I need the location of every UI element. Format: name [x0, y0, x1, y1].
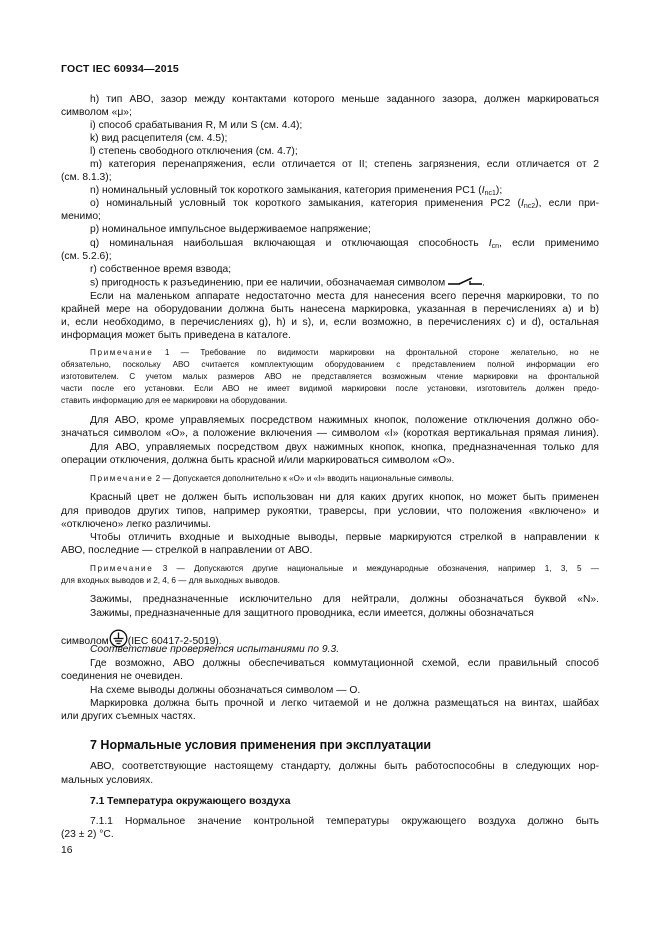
note-1-line3: изготовителем. С учетом малых размеров АВО не представляется возможным чтение маркировки на фронтальной: [61, 372, 599, 381]
note-1-line4: части после его установки. Если АВО не имеет видимой маркировки после установки, изготовитель должен предо-: [61, 384, 599, 393]
para-diagram-symbol: На схеме выводы должны обозначаться символом — O.: [90, 685, 361, 696]
item-q-symbol: I: [488, 238, 492, 249]
note-3-text: 3 — Допускаются другие национальные и международные обозначения, например 1, 3, 5 —: [162, 564, 599, 573]
item-q-subscript: cn: [491, 243, 500, 250]
item-r: r) собственное время взвода;: [90, 264, 232, 275]
item-l: l) степень свободного отключения (см. 4.7);: [90, 146, 298, 157]
item-o-subscript: nc2: [523, 203, 536, 210]
item-s-end: .: [482, 277, 485, 289]
para-red-color-l3: «отключено» легко различимы.: [61, 519, 212, 530]
para-small-device-l2: крайней мере на оборудовании должна быть нанесена маркировка, указанная в перечислениях a) и b): [61, 304, 599, 315]
item-n-end: );: [495, 185, 503, 196]
item-q-end: , если применимо: [499, 238, 600, 249]
item-m-line1: m) категория перенапряжения, если отличается от II; степень загрязнения, если отличается от 2: [90, 159, 599, 170]
item-m-line2: (см. 8.1.3);: [61, 172, 112, 183]
item-n-subscript: nc1: [484, 190, 496, 197]
compliance-statement: Соответствие проверяется испытаниями по 9.3.: [90, 644, 340, 655]
note-2-label: Примечание: [90, 474, 154, 483]
section-7-text-l1: АВО, соответствующие настоящему стандарту, должны быть работоспособны в следующих нор-: [90, 761, 599, 772]
item-p: p) номинальное импульсное выдерживаемое напряжение;: [90, 224, 371, 235]
item-s-text: s) пригодность к разъединению, при ее наличии, обозначаемая символом: [90, 277, 446, 289]
para-pushbutton-l2: операции отключения, должна быть красной и/или маркироваться символом «O».: [61, 455, 455, 466]
item-h-line1: h) тип АВО, зазор между контактами которого меньше заданного зазора, должен маркироваться: [90, 94, 599, 105]
section-7-1-1-l2: (23 ± 2) °C.: [61, 829, 114, 840]
item-o-line2: менимо;: [61, 211, 101, 222]
section-7-1-1-l1: 7.1.1 Нормальное значение контрольной температуры окружающего воздуха должно быть: [90, 816, 599, 827]
para-protective-suffix: (IEC 60417-2-5019).: [127, 636, 222, 647]
para-terminals-l1: Чтобы отличить входные и выходные выводы, первые маркируются стрелкой в направлении к: [90, 532, 599, 543]
para-pushbutton-l1: Для АВО, управляемых посредством двух нажимных кнопок, кнопка, предназначенная только для: [90, 442, 599, 453]
note-3-line2: для входных выводов и 2, 4, 6 — для выходных выводов.: [61, 576, 280, 585]
note-1-text: 1 — Требование по видимости маркировки на фронтальной стороне желательно, но не: [164, 348, 599, 357]
item-i: i) способ срабатывания R, M или S (см. 4.4);: [90, 120, 303, 131]
item-n-text: n) номинальный условный ток короткого замыкания, категория применения PC1 (: [90, 185, 482, 196]
note-2: [90, 473, 599, 485]
note-1-line2: обязательно, поскольку АВО считается комплектующим оборудованием с представлением полной информации его: [61, 360, 599, 369]
item-o-end: ), если при-: [535, 198, 599, 209]
para-marking-l2: или других съемных частях.: [61, 711, 196, 722]
para-diagram-l1: Где возможно, АВО должны обеспечиваться коммутационной схемой, если правильный способ: [90, 658, 599, 669]
section-7-text-l2: мальных условиях.: [61, 775, 154, 786]
item-o-text: o) номинальный условный ток короткого замыкания, категория применения PC2 (: [90, 198, 521, 209]
item-k: k) вид расцепителя (см. 4.5);: [90, 133, 228, 144]
para-small-device-l1: Если на маленьком аппарате недостаточно места для нанесения всего перечня маркировки, то по: [90, 291, 599, 302]
item-s: [90, 276, 599, 290]
item-n-symbol: I: [481, 185, 485, 196]
item-o-symbol: I: [520, 198, 524, 209]
item-h-line2: символом «μ»;: [61, 107, 132, 118]
note-3-label: Примечание: [90, 564, 154, 573]
document-header: ГОСТ IEC 60934—2015: [61, 63, 179, 75]
note-1-line5: ставить информацию для ее маркировки на оборудовании.: [61, 396, 288, 405]
para-small-device-l4: информация может быть приведена в каталоге.: [61, 330, 291, 341]
para-neutral: Зажимы, предназначенные исключительно для нейтрали, должны обозначаться буквой «N».: [90, 594, 599, 605]
page-number: 16: [61, 845, 73, 856]
para-red-color-l1: Красный цвет не должен быть использован ни для каких других кнопок, но может быть применен: [90, 492, 599, 503]
section-7-heading: 7 Нормальные условия применения при эксплуатации: [90, 738, 432, 752]
para-marking-l1: Маркировка должна быть прочной и легко читаемой и не должна размещаться на винтах, шайбах: [90, 698, 599, 709]
para-protective-l1: Зажимы, предназначенные для защитного проводника, если имеется, должны обозначаться: [90, 608, 534, 619]
para-terminals-l2: АВО, последние — стрелкой в направлении от АВО.: [61, 545, 313, 556]
para-diagram-l2: соединения не очевиден.: [61, 671, 183, 682]
section-7-1-heading: 7.1 Температура окружающего воздуха: [90, 796, 291, 807]
item-q-line2: (см. 5.2.6);: [61, 251, 112, 262]
note-1-line1: [90, 347, 599, 359]
note-1-label: Примечание: [90, 348, 154, 357]
para-small-device-l3: и, если необходимо, в перечислениях g), h) и s), и, если возможно, в перечислениях c) и d), остальная: [61, 317, 599, 328]
note-3-line1: [90, 563, 599, 575]
para-off-position-l1: Для АВО, кроме управляемых посредством нажимных кнопок, положение отключения должно обо-: [90, 415, 599, 426]
item-q-text: q) номинальная наибольшая включающая и отключающая способность: [90, 238, 489, 249]
para-off-position-l2: значаться символом «O», а положение включения — символом «I» (короткая вертикальная прямая линия).: [61, 428, 599, 439]
para-protective-prefix: символом: [61, 636, 109, 647]
note-2-text: 2 — Допускается дополнительно к «O» и «I» вводить национальные символы.: [155, 474, 454, 483]
disconnector-symbol-icon: [448, 276, 482, 290]
para-red-color-l2: для приводов других типов, например рукоятки, траверсы, при условии, что положения «включено» и: [61, 506, 599, 517]
